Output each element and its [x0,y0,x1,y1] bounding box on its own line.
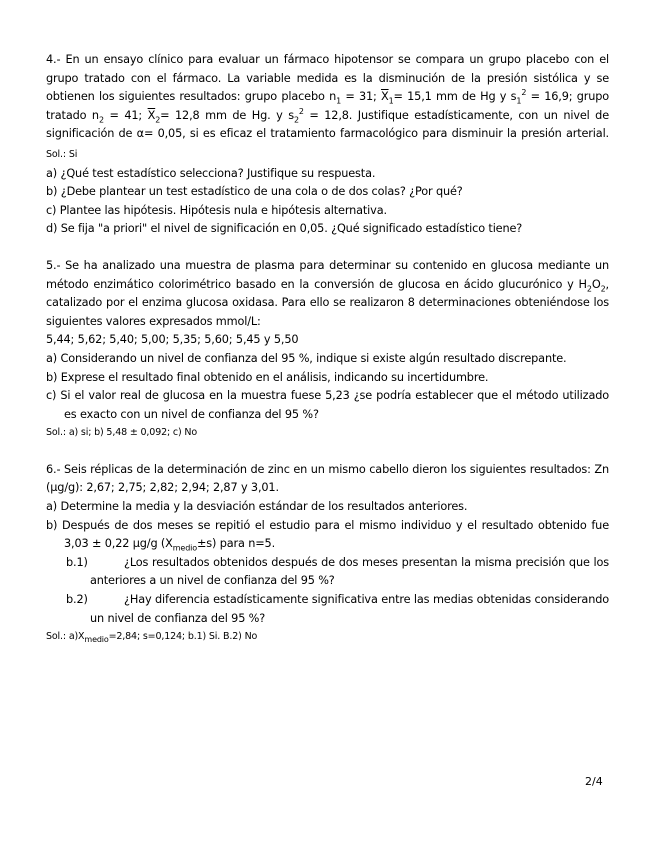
problem-5-item-b: b) Exprese el resultado final obtenido en el análisis, indicando su incertidumbre. [46,370,489,384]
page-number: 2/4 [585,775,603,788]
problem-6-item-b: b) Después de dos meses se repitió el estudio para el mismo individuo y el resultado obtenido fue 3,03 ± 0,22 µg/g $(X_{medio}\pm s)$ para n=5. [46,518,609,553]
problem-4-item-c: c) Plantee las hipótesis. Hipótesis nula e hipótesis alternativa. [46,203,387,217]
content [46,51,609,647]
problem-5-item-c: c) Si el valor real de glucosa en la muestra fuese 5,23 ¿se podría establecer que el método utilizado es exacto con un nivel de confianza del 95 %? [46,389,609,421]
problem-5-solution: Sol.: a) si; b) 5,48 ± 0,092; c) No [46,427,198,439]
problem-6-solution: Sol.: $a)X_{medio}=2,84$; s=0,124; b.1) Si. B.2) No [46,631,258,645]
problem-6-sub-item-b1 [46,554,609,591]
problem-6-statement: 6.- Seis réplicas de la determinación de zinc en un mismo cabello dieron los siguientes resultados: Zn (µg/g): 2,67; 2,75; 2,82; 2,94; 2,87 y 3,01. [46,462,609,495]
problem-6-sub-item-b2 [46,591,609,628]
problem-4-statement: 4.- En un ensayo clínico para evaluar un fármaco hipotensor se compara un grupo placebo con el grupo tratado con el fármaco. La variable medida es la disminución de la presión sistólica y se obtienen los siguientes resultados: grupo placebo $n_1 = 31$; $\overline{X}_1= 15,1$ mm de Hg y $s_1^2 = 16,9$; grupo tratado $n_2 = 41$; $\overline{X}_2= 12,8$ mm de Hg. y $s_2^2 = 12,8$. Justifique estadísticamente, con un nivel de significación de α= 0,05, si es eficaz el tratamiento farmacológico para disminuir la presión arterial. Sol.: Si [46,53,610,160]
problem-4-item-a: a) ¿Qué test estadístico selecciona? Justifique su respuesta. [46,166,376,180]
sub-item-label: b.1) [66,555,88,569]
problem-5-statement: 5.- Se ha analizado una muestra de plasma para determinar su contenido en glucosa mediante un método enzimático colorimétrico basado en la conversión de glucosa en ácido glucurónico y $H_2O_2$, catalizado por el enzima glucosa oxidasa. Para ello se realizaron 8 determinaciones obteniéndose los siguientes valores expresados mmol/L: [46,258,609,328]
sub-item-label: b.2) [66,593,88,607]
problem-4-item-b: b) ¿Debe plantear un test estadístico de una cola o de dos colas? ¿Por qué? [46,185,463,199]
problem-4-item-d: d) Se fija "a priori" el nivel de significación en 0,05. ¿Qué significado estadístico tiene? [46,222,523,236]
problem-5-item-a: a) Considerando un nivel de confianza del 95 %, indique si existe algún resultado discrepante. [46,351,567,365]
sub-item-text: ¿Los resultados obtenidos después de dos meses presentan la misma precisión que los anteriores a un nivel de confianza del 95 %? [90,555,609,588]
problem-6-item-a: a) Determine la media y la desviación estándar de los resultados anteriores. [46,500,468,514]
problem-5-values: 5,44; 5,62; 5,40; 5,00; 5,35; 5,60; 5,45 y 5,50 [46,333,299,347]
sub-item-text: ¿Hay diferencia estadísticamente significativa entre las medias obtenidas considerando un nivel de confianza del 95 %? [90,593,609,625]
